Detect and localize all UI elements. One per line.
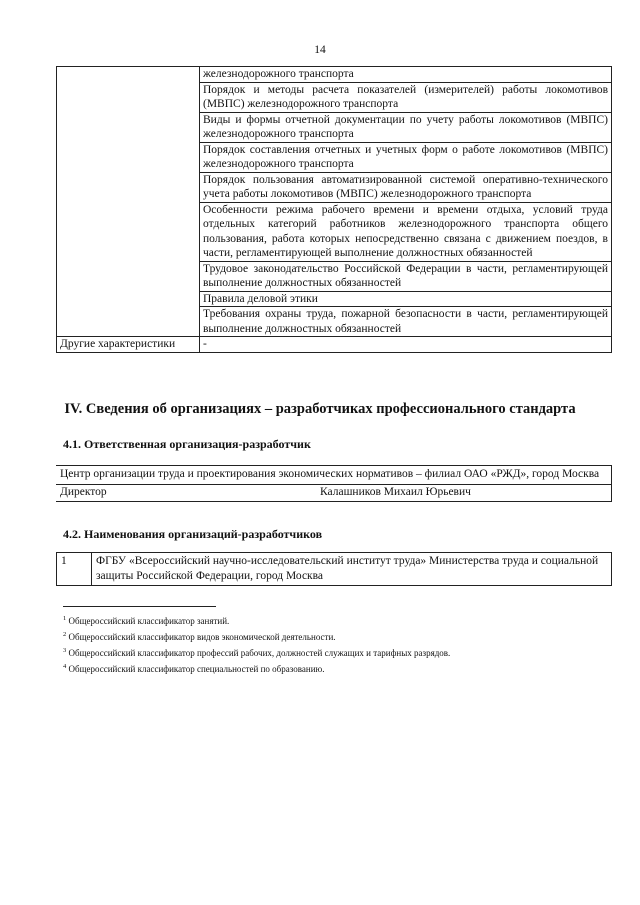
knowledge-item: Порядок составления отчетных и учетных форм о работе локомотивов (МВПС) железнодорожного транспорта: [200, 142, 612, 172]
footnote-separator: [63, 606, 216, 607]
knowledge-item: Порядок и методы расчета показателей (измерителей) работы локомотивов (МВПС) железнодорожного транспорта: [200, 82, 612, 112]
table-row: [57, 82, 612, 112]
footnote: $^3$ Общероссийский классификатор профессий рабочих, должностей служащих и тарифных разрядов.: [63, 647, 451, 658]
table-row: [57, 553, 612, 586]
footnote: $^4$ Общероссийский классификатор специальностей по образованию.: [63, 663, 325, 674]
responsible-org-heading: 4.1. Ответственная организация-разработчик: [63, 437, 311, 451]
label-cell: [57, 67, 200, 83]
other-characteristics-label: Другие характеристики: [57, 337, 200, 353]
signatory-name: Калашников Михаил Юрьевич: [320, 486, 471, 498]
knowledge-item: Виды и формы отчетной документации по учету работы локомотивов (МВПС) железнодорожного транспорта: [200, 112, 612, 142]
developers-table: [56, 552, 612, 586]
section-title: IV. Сведения об организациях – разработчиках профессионального стандарта: [64, 401, 576, 417]
table-row: [57, 337, 612, 353]
requirements-table: [56, 66, 612, 353]
knowledge-item: Трудовое законодательство Российской Федерации в части, регламентирующей выполнение должностных обязанностей: [200, 261, 612, 291]
table-row: [57, 307, 612, 337]
responsible-org-name: Центр организации труда и проектирования экономических нормативов – филиал ОАО «РЖД», город Москва: [56, 465, 612, 484]
table-row: [57, 67, 612, 83]
footnote: $^2$ Общероссийский классификатор видов экономической деятельности.: [63, 631, 336, 642]
developer-name: ФГБУ «Всероссийский научно-исследовательский институт труда» Министерства труда и социальной защиты Российской Федерации, город Москва: [92, 553, 612, 586]
responsible-org-block: [56, 465, 612, 502]
footnotes: [63, 612, 450, 676]
other-characteristics-value: -: [200, 337, 612, 353]
knowledge-item: Правила деловой этики: [200, 291, 612, 307]
signatory-position: Директор: [60, 486, 107, 498]
knowledge-item: железнодорожного транспорта: [200, 67, 612, 83]
footnote: $^1$ Общероссийский классификатор занятий.: [63, 615, 230, 626]
developer-number: 1: [57, 553, 92, 586]
table-row: [57, 112, 612, 142]
developers-heading: 4.2. Наименования организаций-разработчиков: [63, 527, 323, 541]
table-row: [57, 291, 612, 307]
table-row: [57, 202, 612, 261]
table-row: [57, 172, 612, 202]
signatory-row: [56, 484, 612, 502]
table-row: [57, 261, 612, 291]
knowledge-item: Требования охраны труда, пожарной безопасности в части, регламентирующей выполнение должностных обязанностей: [200, 307, 612, 337]
knowledge-item: Порядок пользования автоматизированной системой оперативно-технического учета работы локомотивов (МВПС) железнодорожного транспорта: [200, 172, 612, 202]
knowledge-item: Особенности режима рабочего времени и времени отдыха, условий труда отдельных категорий работников железнодорожного транспорта общего пользования, работа которых непосредственно связана с движением поездов, в части, регламентирующей выполнение должностных обязанностей: [200, 202, 612, 261]
table-row: [57, 142, 612, 172]
page-number: 14: [314, 44, 326, 56]
